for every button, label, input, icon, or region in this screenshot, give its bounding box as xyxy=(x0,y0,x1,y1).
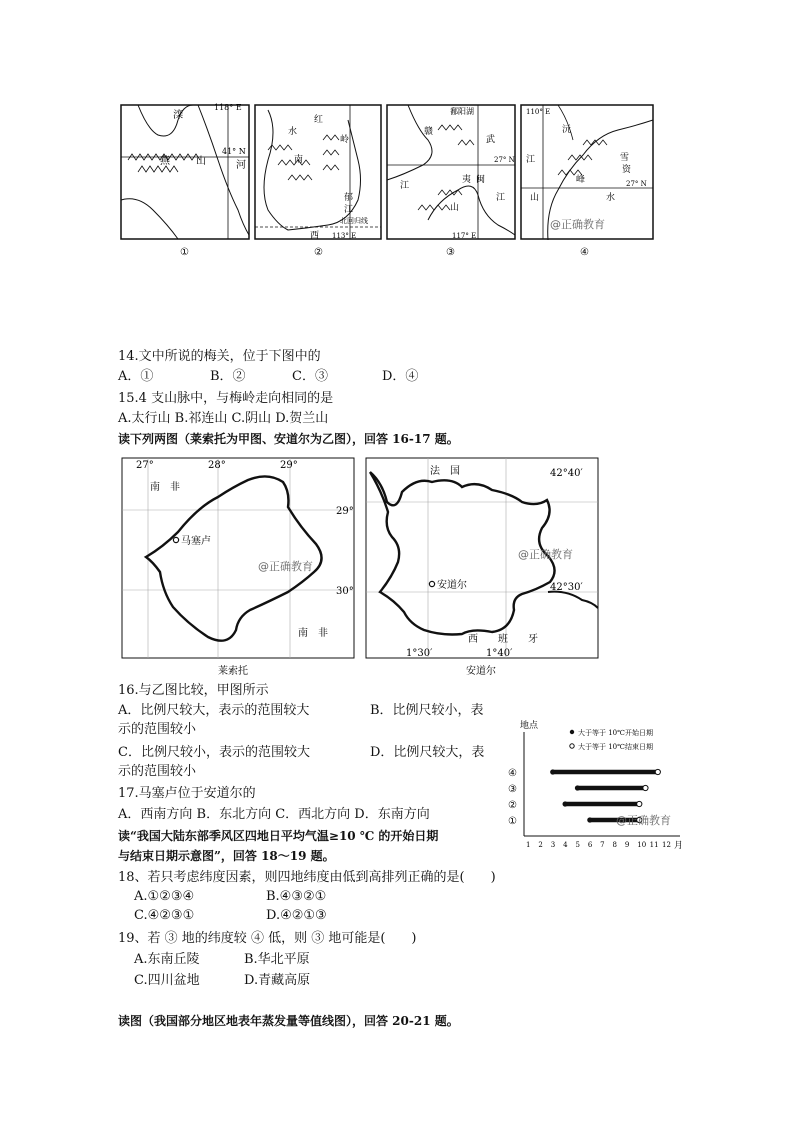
map4-lon: 110° E xyxy=(526,108,551,116)
map3-label-wu: 武 xyxy=(486,135,496,145)
map2-label-hong: 红 xyxy=(314,115,324,125)
map4-label-shui: 水 xyxy=(606,193,616,203)
map3-label-yi: 夷 xyxy=(462,175,472,185)
top-maps-svg xyxy=(118,100,658,260)
q18-option-a[interactable]: A.①②③④ xyxy=(134,889,195,904)
map1-lon: 118° E xyxy=(214,103,242,112)
map2-tropic-label: 北回归线 xyxy=(340,217,368,225)
andorra-caption: 安道尔 xyxy=(466,666,496,677)
map-panel-4 xyxy=(521,105,653,240)
intro-16-17: 读下列两图（莱索托为甲图、安道尔为乙图），回答 16-17 题。 xyxy=(118,432,459,446)
panel-label-4: ④ xyxy=(580,247,589,258)
map4-watermark: @正确教育 xyxy=(550,218,605,231)
legend-start-marker xyxy=(570,730,574,734)
map3-label-jiang1: 江 xyxy=(400,181,410,191)
q16-stem: 16.与乙图比较，甲图所示 xyxy=(118,683,269,698)
lesotho-lat-30: 30° xyxy=(336,586,354,597)
q14-option-a[interactable]: A．① xyxy=(118,369,154,384)
q19-option-b[interactable]: B.华北平原 xyxy=(244,952,310,967)
map2-label-yu: 郁 xyxy=(344,193,354,203)
andorra-lon-130: 1°30′ xyxy=(406,648,433,659)
q15-stem: 15.4 支山脉中，与梅岭走向相同的是 xyxy=(118,391,334,406)
map1-label-yan: 燕 xyxy=(160,156,170,167)
q19-option-a[interactable]: A.东南丘陵 xyxy=(134,952,200,967)
q14-option-c[interactable]: C．③ xyxy=(292,369,328,384)
q16-option-c-line2: 示的范围较小 xyxy=(118,764,197,779)
intro-18-19-line1: 读“我国大陆东部季风区四地日平均气温≥10 ℃ 的开始日期 xyxy=(118,829,439,843)
andorra-city: 安道尔 xyxy=(437,580,467,591)
map4-lat: 27° N xyxy=(626,180,647,188)
lesotho-lat-29: 29° xyxy=(336,506,354,517)
q14-option-d[interactable]: D．④ xyxy=(382,369,419,384)
map4-label-feng: 峰 xyxy=(576,175,586,185)
q18-stem: 18、若只考虑纬度因素，则四地纬度由低到高排列正确的是( ) xyxy=(118,870,496,885)
map1-label-shan: 山 xyxy=(196,156,206,167)
map2-label-ling: 岭 xyxy=(340,135,350,145)
map-panel-3 xyxy=(387,105,515,240)
bar-start-point xyxy=(550,769,555,774)
map2-label-xi: 西 xyxy=(310,231,320,241)
q14-option-b[interactable]: B．② xyxy=(210,369,246,384)
q19-stem: 19、若 ③ 地的纬度较 ④ 低，则 ③ 地可能是( ) xyxy=(118,931,417,946)
map1-lat: 41° N xyxy=(222,147,246,156)
map4-label-yuan: 沅 xyxy=(562,125,572,135)
x-tick-label: 8 xyxy=(612,841,618,849)
x-tick-label: 10 xyxy=(637,841,647,849)
map3-label-poyang: 鄱阳湖 xyxy=(450,107,474,116)
map2-lon: 113° E xyxy=(332,232,357,240)
q18-option-c[interactable]: C.④②③① xyxy=(134,908,195,923)
y-category-label: ③ xyxy=(508,784,517,795)
andorra-map xyxy=(362,452,602,678)
map3-label-gan: 赣 xyxy=(424,127,434,137)
lesotho-label-south: 南 非 xyxy=(298,628,328,639)
map4-label-xue: 雪 xyxy=(620,153,630,163)
x-tick-group xyxy=(526,841,671,849)
map4-label-zi: 资 xyxy=(622,165,632,175)
panel-label-1: ① xyxy=(180,247,189,258)
intro-18-19-line2: 与结束日期示意图”，回答 18～19 题。 xyxy=(118,849,335,863)
map3-label-shan: 山 xyxy=(450,203,460,213)
lesotho-lon-28: 28° xyxy=(208,460,226,471)
andorra-label-south: 西 班 牙 xyxy=(468,634,538,645)
x-tick-label: 9 xyxy=(624,841,630,849)
chart-watermark: @正确教育 xyxy=(616,814,671,827)
q17-options[interactable]: A．西南方向 B．东北方向 C．西北方向 D．东南方向 xyxy=(118,807,430,822)
lesotho-map-svg xyxy=(118,452,358,678)
q18-option-d[interactable]: D.④②①③ xyxy=(266,908,327,923)
lesotho-label-north: 南 非 xyxy=(150,482,180,493)
bar-start-point xyxy=(562,801,567,806)
x-tick-label: 4 xyxy=(563,841,568,849)
map3-lat: 27° N xyxy=(494,156,515,164)
top-maps-figure xyxy=(118,100,658,260)
x-tick-label: 3 xyxy=(550,841,556,849)
legend-end-label: 大于等于 10℃结束日期 xyxy=(578,743,653,751)
lesotho-lon-29: 29° xyxy=(280,460,298,471)
x-tick-label: 6 xyxy=(587,841,593,849)
andorra-lon-140: 1°40′ xyxy=(486,648,513,659)
q16-option-d[interactable]: D．比例尺较大，表 xyxy=(370,745,485,760)
x-tick-label: 5 xyxy=(575,841,580,849)
panel-label-2: ② xyxy=(314,247,323,258)
andorra-map-svg xyxy=(362,452,602,678)
x-tick-label: 12 xyxy=(662,841,671,849)
q16-option-b[interactable]: B．比例尺较小，表 xyxy=(370,703,484,718)
map1-label-he: 河 xyxy=(236,160,246,171)
map2-label-shui: 水 xyxy=(288,127,298,137)
x-tick-label: 11 xyxy=(649,841,659,849)
q14-stem: 14.文中所说的梅关，位于下图中的 xyxy=(118,349,321,364)
temperature-bar-chart xyxy=(504,716,690,854)
y-category-label: ① xyxy=(508,816,517,827)
q16-option-a-line2: 示的范围较小 xyxy=(118,722,197,737)
map2-label-jiang: 江 xyxy=(344,205,354,215)
bar-start-point xyxy=(575,785,580,790)
map-panel-2 xyxy=(255,105,381,241)
y-category-label: ④ xyxy=(508,768,517,779)
andorra-label-north: 法 国 xyxy=(430,466,460,477)
map3-label-min: 闽 xyxy=(476,175,486,185)
chart-xlabel: 月 xyxy=(674,841,684,851)
map1-label-luan: 滦 xyxy=(173,110,183,121)
q16-option-c[interactable]: C．比例尺较小，表示的范围较大 xyxy=(118,745,310,760)
intro-20-21: 读图（我国部分地区地表年蒸发量等值线图），回答 20-21 题。 xyxy=(118,1014,459,1028)
andorra-lat-4240: 42°40′ xyxy=(550,468,583,479)
map-panel-1 xyxy=(121,103,249,239)
y-category-group xyxy=(508,768,517,827)
andorra-watermark: @正确教育 xyxy=(518,548,573,561)
lesotho-city: 马塞卢 xyxy=(181,536,211,547)
q18-option-b[interactable]: B.④③②① xyxy=(266,889,327,904)
chart-ylabel: 地点 xyxy=(520,721,539,731)
legend-start-label: 大于等于 10℃开始日期 xyxy=(578,729,653,737)
bar-end-point xyxy=(637,801,642,806)
legend-end-marker xyxy=(570,744,574,748)
map4-label-jiang: 江 xyxy=(526,155,536,165)
bar-start-point xyxy=(587,817,592,822)
bar-end-point xyxy=(643,785,648,790)
map3-label-jiang2: 江 xyxy=(496,193,506,203)
q15-options[interactable]: A.太行山 B.祁连山 C.阴山 D.贺兰山 xyxy=(118,411,329,426)
panel-label-3: ③ xyxy=(446,247,455,258)
lesotho-lon-27: 27° xyxy=(136,460,154,471)
andorra-lat-4230: 42°30′ xyxy=(550,582,583,593)
map2-label-nan: 南 xyxy=(294,155,304,165)
x-tick-label: 7 xyxy=(600,841,605,849)
x-tick-label: 2 xyxy=(538,841,543,849)
lesotho-watermark: @正确教育 xyxy=(258,560,313,573)
map3-lon: 117° E xyxy=(452,232,477,240)
lesotho-caption: 莱索托 xyxy=(218,666,248,677)
map4-label-shan: 山 xyxy=(530,193,540,203)
q16-option-a[interactable]: A．比例尺较大，表示的范围较大 xyxy=(118,703,310,718)
bar-chart-svg xyxy=(504,716,690,854)
y-category-label: ② xyxy=(508,800,517,811)
lesotho-map xyxy=(118,452,358,678)
x-tick-label: 1 xyxy=(526,841,531,849)
bar-end-point xyxy=(655,769,660,774)
q19-option-d[interactable]: D.青藏高原 xyxy=(244,973,311,988)
q19-option-c[interactable]: C.四川盆地 xyxy=(134,973,200,988)
q17-stem: 17.马塞卢位于安道尔的 xyxy=(118,786,256,801)
